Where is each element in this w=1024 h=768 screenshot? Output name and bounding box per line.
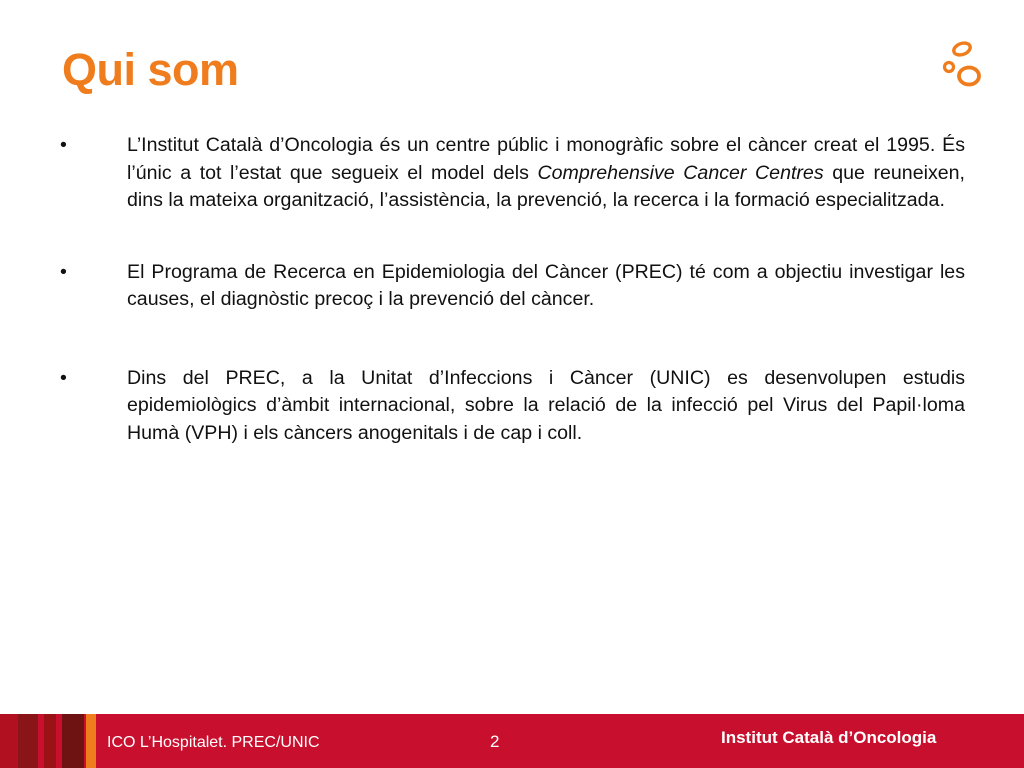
bullet-dot: • xyxy=(60,366,67,389)
footer-stripe xyxy=(44,714,56,768)
footer-stripe xyxy=(0,714,18,768)
bullet-item xyxy=(60,132,965,215)
footer-stripe xyxy=(86,714,96,768)
footer-left-text: ICO L’Hospitalet. PREC/UNIC xyxy=(107,734,320,751)
footer-stripe xyxy=(18,714,38,768)
bullet-item xyxy=(60,259,965,314)
bullet-text: El Programa de Recerca en Epidemiologia del Càncer (PREC) té com a objectiu investigar les causes, el diagnòstic precoç i la prevenció del càncer. xyxy=(127,260,965,310)
ico-logo-icon xyxy=(936,38,988,94)
bullet-text: L’Institut Català d’Oncologia és un centre públic i monogràfic sobre el càncer creat el 1995. És l’únic a tot l’estat que segueix el model dels Comprehensive Cancer Centres que reuneixen, dins la mateixa organització, l’assistència, la prevenció, la recerca i la formació especialitzada. xyxy=(127,134,965,211)
slide-title: Qui som xyxy=(62,44,239,95)
bullet-list xyxy=(60,132,965,447)
footer-right-text: Institut Català d’Oncologia xyxy=(721,728,937,747)
bullet-dot: • xyxy=(60,134,67,156)
bullet-text: Dins del PREC, a la Unitat d’Infeccions i Càncer (UNIC) es desenvolupen estudis epidemiològics d’àmbit internacional, sobre la relació de la infecció pel Virus del Papil·loma Humà (VPH) i els càncers anogenitals i de cap i coll. xyxy=(127,366,965,444)
footer-bar xyxy=(0,714,1024,768)
page-number: 2 xyxy=(490,732,500,751)
bullet-dot: • xyxy=(60,260,67,283)
bullet-item xyxy=(60,365,965,448)
footer-stripe xyxy=(62,714,84,768)
bullet-emphasis: Comprehensive Cancer Centres xyxy=(537,161,824,184)
